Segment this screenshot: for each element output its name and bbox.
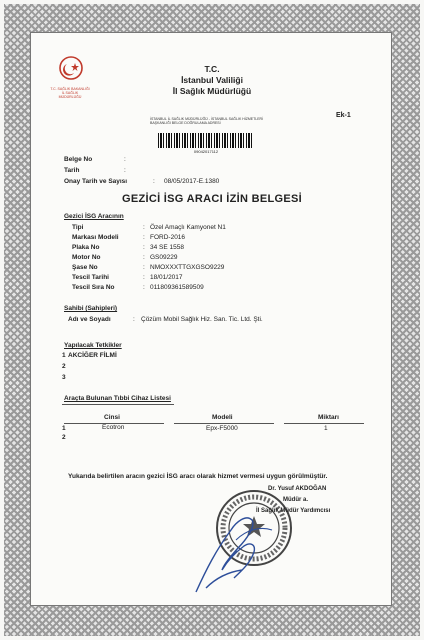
header-tc: T.C.: [204, 64, 220, 74]
vehicle-label: Tescil Tarihi: [72, 274, 109, 281]
owner-value: Çözüm Mobil Sağlık Hiz. San. Tic. Ltd. Şti.: [141, 316, 263, 323]
vehicle-value: Özel Amaçlı Kamyonet N1: [150, 224, 226, 231]
vehicle-value: 34 SE 1558: [150, 244, 184, 251]
approval-statement: Yukarıda belirtilen aracın gezici İSG aracı olarak hizmet vermesi uygun görülmüştür.: [68, 473, 328, 480]
header-mudurluk: İl Sağlık Müdürlüğü: [172, 86, 252, 96]
vehicle-heading: Gezici İSG Aracının: [64, 213, 124, 220]
vehicle-value: NMOXXXTTGXGSO9229: [150, 264, 225, 271]
barcode-caption: İSTANBUL İL SAĞLIK MÜDÜRLÜĞÜ - İSTANBUL SAĞLIK HİZMETLERİ BAŞKANLIĞI BELGE DOĞRULAMA ADRESİ: [150, 117, 264, 125]
logo-text: T.C. SAĞLIK BAKANLIĞI İL SAĞLIK MÜDÜRLÜĞÜ: [50, 87, 90, 99]
tarih-label: Tarih: [64, 167, 80, 174]
test-number: 1: [62, 352, 66, 359]
col-miktari: Miktarı: [318, 414, 339, 421]
tarih-colon: :: [124, 167, 126, 174]
vehicle-label: Motor No: [72, 254, 101, 261]
header-valilik: İstanbul Valiliği: [181, 75, 243, 85]
vehicle-colon: :: [143, 244, 145, 251]
signatory-title: İl Sağlık Müdür Yardımcısı: [256, 508, 331, 514]
vehicle-value: 18/01/2017: [150, 274, 183, 281]
vehicle-value: FORD-2016: [150, 234, 186, 241]
ek-label: Ek-1: [336, 112, 351, 119]
device-number: 1: [62, 425, 66, 432]
col-cinsi: Cinsi: [104, 414, 120, 421]
device-cinsi: Ecotron: [102, 424, 125, 431]
onay-label: Onay Tarih ve Sayısı: [64, 178, 128, 185]
vehicle-label: Tescil Sıra No: [72, 284, 115, 291]
device-number: 2: [62, 434, 66, 441]
vehicle-colon: :: [143, 274, 145, 281]
vehicle-colon: :: [143, 284, 145, 291]
table-rule: [284, 423, 364, 424]
vehicle-colon: :: [143, 254, 145, 261]
document-title: GEZİCİ İSG ARACI İZİN BELGESİ: [121, 193, 303, 205]
owner-colon: :: [133, 316, 135, 323]
vehicle-colon: :: [143, 264, 145, 271]
test-number: 2: [62, 363, 66, 370]
vehicle-label: Şase No: [72, 264, 98, 271]
barcode: [158, 133, 254, 148]
vehicle-value: 011809361589509: [150, 284, 204, 291]
device-modeli: Epx-F5000: [206, 425, 238, 432]
belge-no-label: Belge No: [64, 156, 93, 163]
vehicle-value: GS09229: [150, 254, 178, 261]
onay-colon: :: [153, 178, 155, 185]
owner-heading: Sahibi (Sahipleri): [64, 305, 118, 312]
signatory-role: Müdür a.: [283, 497, 308, 503]
device-miktari: 1: [324, 425, 328, 432]
test-item: AKCİĞER FİLMİ: [68, 352, 117, 359]
vehicle-colon: :: [143, 224, 145, 231]
test-number: 3: [62, 374, 66, 381]
belge-no-colon: :: [124, 156, 126, 163]
tests-heading: Yapılacak Tetkikler: [64, 342, 122, 349]
vehicle-label: Markası Modeli: [72, 234, 119, 241]
col-modeli: Modeli: [212, 414, 233, 421]
table-rule: [62, 404, 174, 405]
signatory-name: Dr. Yusuf AKDOĞAN: [268, 486, 327, 492]
vehicle-label: Plaka No: [72, 244, 100, 251]
devices-heading: Araçta Bulunan Tıbbi Cihaz Listesi: [64, 395, 171, 402]
vehicle-colon: :: [143, 234, 145, 241]
barcode-number: 09042017112: [193, 149, 219, 154]
vehicle-label: Tipi: [72, 224, 84, 231]
signature-icon: [176, 500, 286, 596]
onay-value: 08/05/2017-E.1380: [164, 178, 220, 185]
table-rule: [174, 423, 274, 424]
owner-label: Adı ve Soyadı: [68, 316, 111, 323]
